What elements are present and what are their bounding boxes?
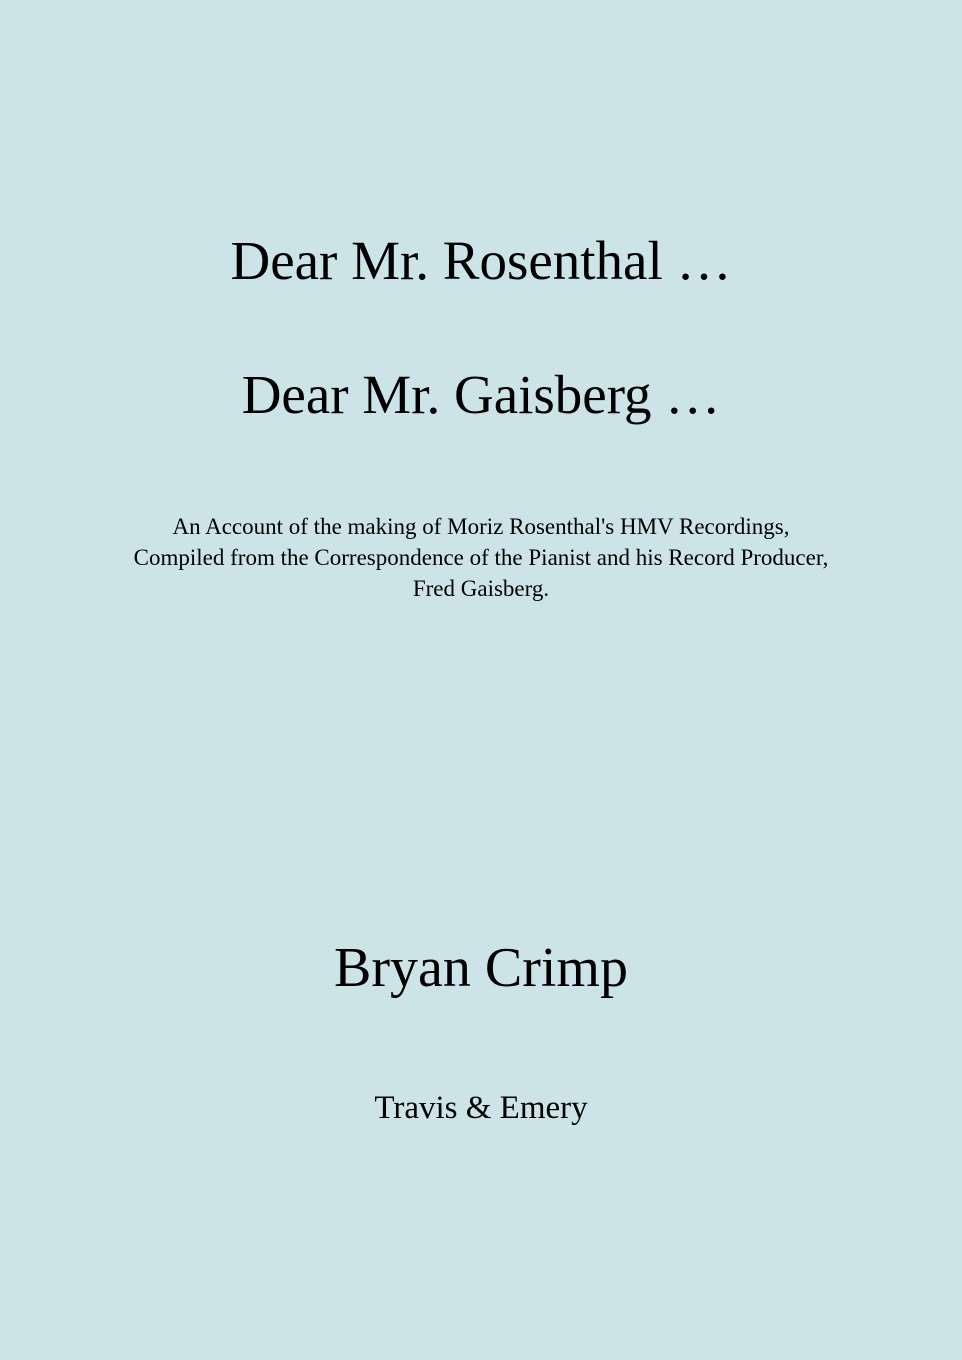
subtitle-line-3: Fred Gaisberg. bbox=[412, 576, 550, 601]
subtitle bbox=[0, 511, 962, 604]
subtitle-line-2: Compiled from the Correspondence of the Pianist and his Record Producer, bbox=[133, 545, 829, 570]
subtitle-line-1: An Account of the making of Moriz Rosenthal's HMV Recordings, bbox=[172, 514, 790, 539]
title-line-1: Dear Mr. Rosenthal … bbox=[230, 230, 732, 291]
title-line-2: Dear Mr. Gaisberg … bbox=[241, 364, 721, 425]
author-name: Bryan Crimp bbox=[334, 937, 628, 999]
publisher-name: Travis & Emery bbox=[374, 1090, 588, 1126]
